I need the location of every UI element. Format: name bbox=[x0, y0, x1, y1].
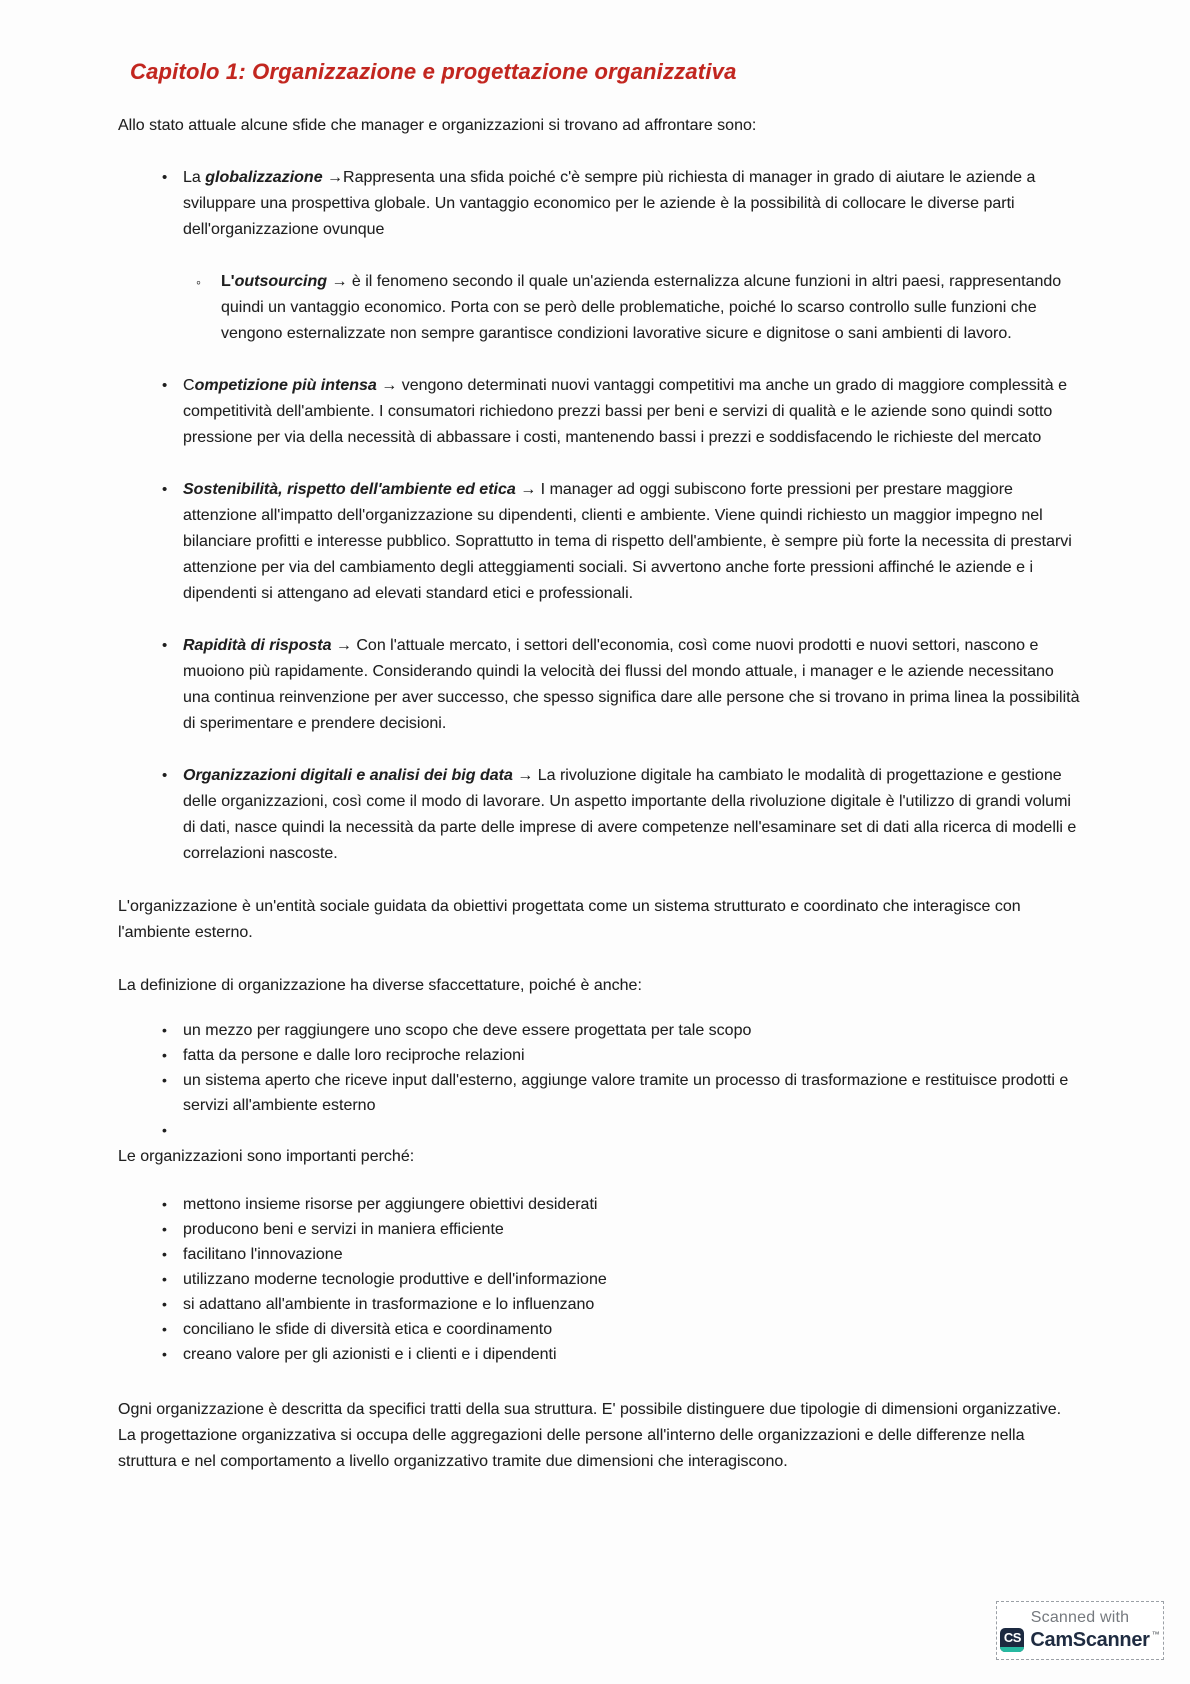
challenge-keyword: Organizzazioni digitali e analisi dei big data bbox=[183, 767, 513, 784]
subpoint-body: → è il fenomeno secondo il quale un'azienda esternalizza alcune funzioni in altri paesi, rappresentando quindi un vantaggio economico. Porta con se però delle problematiche, poiché lo scarso controllo sulle funzioni che vengono esternalizzate non sempre garantisce condizioni lavorative sicure e dignitose o sani ambienti di lavoro. bbox=[221, 273, 1062, 342]
list-item bbox=[118, 1018, 1080, 1043]
cs-logo-letters: CS bbox=[1003, 1630, 1021, 1645]
list-item bbox=[118, 1317, 1080, 1342]
camscanner-logo-icon bbox=[1000, 1628, 1024, 1652]
challenge-sostenibilita bbox=[118, 477, 1080, 607]
organization-definition-paragraph: L'organizzazione è un'entità sociale guidata da obiettivi progettata come un sistema strutturato e coordinato che interagisce con l'ambiente esterno. bbox=[118, 898, 1021, 941]
list-item-text: un sistema aperto che riceve input dall'esterno, aggiunge valore tramite un processo di trasformazione e restituisce prodotti e servizi all'ambiente esterno bbox=[183, 1072, 1069, 1114]
bullet-icon: • bbox=[162, 767, 168, 784]
intro-paragraph: Allo stato attuale alcune sfide che manager e organizzazioni si trovano ad affrontare sono: bbox=[118, 117, 757, 134]
bullet-icon: • bbox=[162, 1072, 167, 1088]
subpoint-lead: L' bbox=[221, 273, 235, 290]
bullet-icon: • bbox=[162, 1221, 167, 1237]
list-item-text: creano valore per gli azionisti e i clienti e i dipendenti bbox=[183, 1346, 557, 1363]
list-item-text: un mezzo per raggiungere uno scopo che deve essere progettata per tale scopo bbox=[183, 1022, 752, 1039]
challenge-body: → Con l'attuale mercato, i settori dell'economia, così come nuovi prodotti e nuovi settori, nascono e muoiono più rapidamente. Considerando quindi la velocità dei flussi del mondo attuale, i manager e le aziende necessitano una continua reinvenzione per aver successo, che spesso significa dare alle persone che si trovano in prima linea la possibilità di sperimentare e prendere decisioni. bbox=[183, 637, 1080, 732]
bullet-icon: • bbox=[162, 1271, 167, 1287]
challenge-keyword: Rapidità di risposta bbox=[183, 637, 332, 654]
list-item-empty bbox=[118, 1118, 1080, 1143]
challenge-keyword: globalizzazione bbox=[205, 169, 323, 186]
bullet-icon: • bbox=[162, 377, 168, 394]
challenge-body: → La rivoluzione digitale ha cambiato le modalità di progettazione e gestione delle organizzazioni, così come il modo di lavorare. Un aspetto importante della rivoluzione digitale è l'utilizzo di grandi volumi di dati, nasce quindi la necessità da parte delle imprese di avere competenze nell'esaminare set di dati alla ricerca di modelli e correlazioni nascoste. bbox=[183, 767, 1077, 862]
trademark-symbol: ™ bbox=[1151, 1630, 1160, 1639]
chapter-title: Capitolo 1: Organizzazione e progettazione organizzativa bbox=[130, 59, 737, 84]
list-item bbox=[118, 1043, 1080, 1068]
list-item-text: fatta da persone e dalle loro reciproche relazioni bbox=[183, 1047, 525, 1064]
bullet-icon: • bbox=[162, 1022, 167, 1038]
subpoint-outsourcing bbox=[155, 269, 1080, 347]
subpoint-text bbox=[221, 269, 1080, 347]
list-item-text: si adattano all'ambiente in trasformazione e lo influenzano bbox=[183, 1296, 595, 1313]
list-item-text: producono beni e servizi in maniera efficiente bbox=[183, 1221, 504, 1238]
list-item bbox=[118, 1192, 1080, 1217]
challenge-text bbox=[183, 165, 1080, 243]
challenge-keyword: ompetizione più intensa bbox=[194, 377, 377, 394]
definition-list-heading: La definizione di organizzazione ha diverse sfaccettature, poiché è anche: bbox=[118, 977, 642, 994]
challenge-rapidita bbox=[118, 633, 1080, 737]
challenge-text bbox=[183, 763, 1080, 867]
list-item-text: mettono insieme risorse per aggiungere obiettivi desiderati bbox=[183, 1196, 598, 1213]
challenge-body: →Rappresenta una sfida poiché c'è sempre più richiesta di manager in grado di aiutare le aziende a sviluppare una prospettiva globale. Un vantaggio economico per le aziende è la possibilità di collocare le diverse parti dell'organizzazione ovunque bbox=[183, 169, 1036, 238]
list-item-text: conciliano le sfide di diversità etica e coordinamento bbox=[183, 1321, 553, 1338]
list-item-text bbox=[183, 1118, 1080, 1143]
importance-list-heading: Le organizzazioni sono importanti perché: bbox=[118, 1148, 415, 1165]
bullet-icon: • bbox=[162, 169, 168, 186]
challenge-lead: La bbox=[183, 169, 206, 186]
challenge-text bbox=[183, 373, 1080, 451]
challenge-globalizzazione bbox=[118, 165, 1080, 243]
importance-list bbox=[118, 1192, 1080, 1367]
bullet-icon: • bbox=[162, 1346, 167, 1362]
circle-bullet-icon: ◦ bbox=[196, 274, 201, 290]
challenge-competizione bbox=[118, 373, 1080, 451]
list-item bbox=[118, 1217, 1080, 1242]
challenge-text bbox=[183, 477, 1080, 607]
camscanner-brand-name: CamScanner bbox=[1030, 1628, 1150, 1651]
list-item bbox=[118, 1242, 1080, 1267]
camscanner-brand-row bbox=[1000, 1628, 1159, 1652]
bullet-icon: • bbox=[162, 1246, 167, 1262]
bullet-icon: • bbox=[162, 1047, 167, 1063]
list-item bbox=[118, 1292, 1080, 1317]
cs-logo-accent bbox=[1000, 1647, 1024, 1652]
bullet-icon: • bbox=[162, 481, 168, 498]
camscanner-badge bbox=[996, 1601, 1164, 1660]
bullet-icon: • bbox=[162, 637, 168, 654]
challenge-body: → vengono determinati nuovi vantaggi competitivi ma anche un grado di maggiore complessità e competitività dell'ambiente. I consumatori richiedono prezzi bassi per beni e servizi di qualità e le aziende sono quindi sotto pressione per via della necessità di abbassare i costi, mantenendo bassi i prezzi e soddisfacendo le richieste del mercato bbox=[183, 377, 1067, 446]
challenge-lead: C bbox=[183, 377, 195, 394]
list-item bbox=[118, 1342, 1080, 1367]
list-item bbox=[118, 1267, 1080, 1292]
list-item-text: utilizzano moderne tecnologie produttive e dell'informazione bbox=[183, 1271, 607, 1288]
challenge-digitali-bigdata bbox=[118, 763, 1080, 867]
subpoint-keyword: outsourcing bbox=[234, 273, 328, 290]
bullet-icon: • bbox=[162, 1122, 167, 1138]
challenge-body: → I manager ad oggi subiscono forte pressioni per prestare maggiore attenzione all'impatto dell'organizzazione su dipendenti, clienti e ambiente. Viene quindi richiesto un maggior impegno nel bilanciare profitti e interesse pubblico. Soprattutto in tema di rispetto dell'ambiente, è sempre più forte la necessita di prestarvi attenzione per via del cambiamento degli atteggiamenti sociali. Si avvertono anche forte pressioni affinché le aziende e i dipendenti si attengano ad elevati standard etici e professionali. bbox=[183, 481, 1072, 602]
bullet-icon: • bbox=[162, 1196, 167, 1212]
definition-list bbox=[118, 1018, 1080, 1143]
bullet-icon: • bbox=[162, 1321, 167, 1337]
list-item-text: facilitano l'innovazione bbox=[183, 1246, 343, 1263]
closing-paragraph: Ogni organizzazione è descritta da specifici tratti della sua struttura. E' possibile distinguere due tipologie di dimensioni organizzative. La progettazione organizzativa si occupa delle aggregazioni delle persone all'interno delle organizzazioni e delle differenze nella struttura e nel comportamento a livello organizzativo tramite due dimensioni che interagiscono. bbox=[118, 1401, 1062, 1470]
list-item bbox=[118, 1068, 1080, 1118]
scanned-with-label: Scanned with bbox=[1030, 1609, 1130, 1626]
challenge-keyword: Sostenibilità, rispetto dell'ambiente ed etica bbox=[183, 481, 516, 498]
bullet-icon: • bbox=[162, 1296, 167, 1312]
challenge-text bbox=[183, 633, 1080, 737]
